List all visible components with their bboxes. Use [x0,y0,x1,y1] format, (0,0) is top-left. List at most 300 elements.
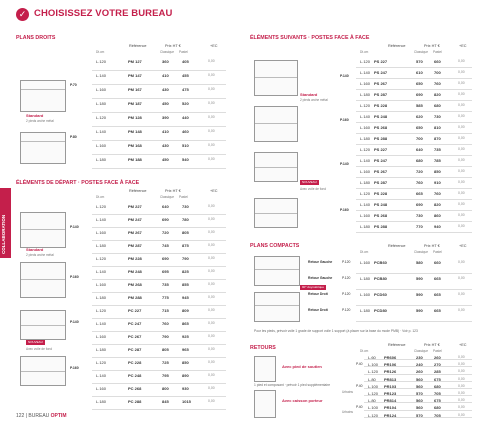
section-title-compacts: PLANS COMPACTS [250,243,300,249]
size-cell: L.80 [368,398,376,404]
ec-cell: 0,00 [458,158,465,162]
table-row [96,241,226,252]
price-pastel-cell: 475 [182,87,189,92]
size-cell: L.160 [360,213,371,218]
price-pastel-cell: 680 [434,405,441,411]
size-cell: L.160 [96,334,107,339]
size-cell: L.160 [360,125,371,130]
footer-brand: BUREAU [28,413,50,419]
table-row [96,267,226,278]
table-row [96,228,226,239]
col-size: Dt.cm [360,250,369,254]
price-pastel-cell: 780 [182,217,189,222]
price-classique-cell: 715 [162,308,169,313]
ec-cell: 0,00 [458,260,465,264]
price-classique-cell: 560 [416,398,423,404]
price-classique-cell: 570 [416,391,423,396]
col-pastel: Pastel [179,195,188,199]
ref-cell: PM 148 [128,129,142,134]
ref-cell: PS 248 [374,202,388,207]
ref-cell: PS 267 [374,81,388,86]
ec-cell: 0,00 [458,191,465,195]
price-classique-cell: 610 [416,70,423,75]
depth-label: P.80 [70,135,77,139]
ref-cell: PM 147 [128,73,142,78]
col-prix: Prix HT € [424,244,440,248]
price-pastel-cell: 965 [182,347,189,352]
new-tag: NOUVEAU [302,180,317,184]
col-prix: Prix HT € [424,44,440,48]
price-classique-cell: 585 [416,103,423,108]
table-row [308,306,472,317]
variant-sub: Urbains [342,390,353,394]
ec-cell: 0,00 [208,115,215,119]
ref-cell: PM 128 [128,115,142,120]
ec-cell: 0,00 [458,202,465,206]
compacts-note: Pour les pieds, prévoir voile 1 grade de support voile 1 support (à placer sur la base du mode PMB) · Voir p. 123 [254,329,418,333]
price-classique-cell: 735 [162,282,169,287]
ref-cell: PC 268 [128,386,142,391]
table-row [308,290,472,301]
price-pastel-cell: 760 [434,191,441,196]
price-classique-cell: 795 [162,373,169,378]
price-pastel-cell: 820 [434,92,441,97]
row-divider [356,321,472,322]
col-pastel: Pastel [179,50,188,54]
ref-cell: PM 188 [128,157,142,162]
depth-label: P.140 [70,320,79,324]
depth-cell: P.40 [356,405,363,410]
depth-label: P.160 [340,118,349,122]
price-classique-cell: 260 [416,369,423,375]
size-cell: L.120 [368,391,379,396]
price-classique-cell: 775 [162,295,169,300]
row-divider [92,168,226,169]
price-classique-cell: 650 [416,125,423,130]
variant-label: Avec caisson porteur [282,398,323,403]
price-classique-cell: 430 [162,143,169,148]
size-cell: L.120 [96,256,107,261]
price-pastel-cell: 260 [434,355,441,360]
section-title-droits: PLANS DROITS [16,35,56,41]
page-footer: 122 | BUREAU OPTIM [16,413,67,419]
return-direction: Retour Droit [308,292,328,296]
col-ref: Référence [129,189,147,193]
return-drawing [254,390,276,418]
size-cell: L.180 [360,180,371,185]
ec-cell: 0,00 [208,87,215,91]
price-classique-cell: 690 [416,202,423,207]
size-cell: L.120 [360,191,371,196]
size-cell: L.160 [360,292,371,297]
desk-drawing [254,198,298,228]
size-cell: L.140 [96,73,107,78]
footer-brand-accent: OPTIM [50,413,67,419]
table-row [96,155,226,166]
ec-cell: 0,00 [458,308,465,312]
ref-cell: PC 227 [128,308,142,313]
side-tab-label: COLLABORATION [1,214,6,254]
price-pastel-cell: 860 [434,213,441,218]
ref-cell: PC 247 [128,321,142,326]
ref-cell: PCD60 [374,292,387,297]
ec-cell: 0,00 [208,59,215,63]
price-classique-cell: 770 [416,224,423,229]
ref-cell: PS 228 [374,191,388,196]
ref-cell: PS 227 [374,59,388,64]
ref-cell: PC 228 [128,360,142,365]
ref-cell: PM 268 [128,282,142,287]
ec-cell: 0,00 [458,412,465,417]
price-pastel-cell: 730 [434,114,441,119]
depth-cell: P.40 [356,362,363,367]
price-classique-cell: 240 [416,362,423,368]
col-classique: Classique [160,195,174,199]
price-pastel-cell: 760 [434,81,441,86]
price-pastel-cell: 455 [182,73,189,78]
price-pastel-cell: 875 [182,243,189,248]
price-pastel-cell: 705 [434,412,441,418]
ec-cell: 0,00 [208,399,215,403]
ec-cell: 0,00 [458,292,465,296]
price-pastel-cell: 405 [182,59,189,64]
size-cell: L.140 [96,373,107,378]
ec-cell: 0,00 [458,405,465,410]
ref-cell: PM 127 [128,59,142,64]
ec-cell: 0,00 [458,59,465,63]
ref-cell: PR126 [384,369,397,375]
price-pastel-cell: 520 [182,101,189,106]
ec-cell: 0,00 [208,334,215,338]
corner-desk-drawing [254,292,300,322]
ec-cell: 0,00 [458,391,465,395]
variant-label: Standard [300,92,318,97]
ec-cell: 0,00 [208,295,215,299]
ref-cell: PS 268 [374,213,388,218]
col-ref: Référence [388,343,406,347]
depth-label: P.140 [340,74,349,78]
depth-label: P.140 [70,225,79,229]
size-cell: L.160 [96,282,107,287]
size-cell: L.100 [368,362,379,368]
col-pastel: Pastel [433,349,442,353]
price-pastel-cell: 850 [434,169,441,174]
col-prix: Prix HT € [424,343,440,347]
size-cell: L.140 [360,114,371,119]
size-cell: L.180 [96,347,107,352]
size-cell: L.140 [96,321,107,326]
ec-cell: 0,00 [208,308,215,312]
ref-cell: PCB80 [374,276,387,281]
col-kg: +EC [459,343,467,347]
price-pastel-cell: 1015 [182,399,191,404]
ec-cell: 0,00 [458,383,465,388]
price-pastel-cell: 785 [434,158,441,163]
price-classique-cell: 690 [416,92,423,97]
desk-drawing [254,152,298,182]
ref-cell: PR606 [384,355,397,360]
size-cell: L.180 [360,136,371,141]
size-cell: L.120 [368,369,379,375]
ref-cell: PS 247 [374,70,388,75]
col-prix: Prix HT € [165,189,181,193]
ec-cell: 0,00 [458,276,465,280]
price-classique-cell: 560 [416,376,423,382]
price-classique-cell: 560 [416,383,423,389]
price-classique-cell: 580 [416,260,423,265]
price-classique-cell: 560 [416,405,423,411]
table-row [308,258,472,269]
price-pastel-cell: 865 [182,321,189,326]
ec-cell: 0,00 [458,362,465,367]
depth-label: P.160 [70,275,79,279]
desk-drawing [20,80,66,112]
price-classique-cell: 745 [162,243,169,248]
ec-cell: 0,00 [208,129,215,133]
ec-cell: 0,00 [458,213,465,217]
page-number: 122 [16,413,25,419]
price-pastel-cell: 270 [434,362,441,368]
price-classique-cell: 680 [416,158,423,163]
price-pastel-cell: 665 [434,292,441,297]
new-tag: 90° Asymétrique [302,285,324,289]
ec-cell: 0,00 [208,256,215,260]
ec-cell: 0,00 [458,103,465,107]
col-pastel: Pastel [433,250,442,254]
price-classique-cell: 620 [416,114,423,119]
ref-cell: PS 227 [374,147,388,152]
section-title-retours: RETOURS [250,345,276,351]
price-pastel-cell: 930 [182,386,189,391]
price-classique-cell: 650 [416,81,423,86]
price-pastel-cell: 660 [434,59,441,64]
variant-sub: Avec voile de fond [26,347,52,351]
size-cell: L.140 [360,158,371,163]
price-classique-cell: 450 [162,101,169,106]
table-row [96,127,226,138]
table-row [96,332,226,343]
ec-cell: 0,00 [208,243,215,247]
price-classique-cell: 230 [416,355,423,360]
price-classique-cell: 760 [416,180,423,185]
price-classique-cell: 690 [162,256,169,261]
size-cell: L.180 [360,276,371,281]
price-pastel-cell: 855 [182,282,189,287]
price-classique-cell: 590 [416,308,423,313]
ref-cell: PS 248 [374,114,388,119]
size-cell: L.140 [96,217,107,222]
ec-cell: 0,00 [458,376,465,381]
price-pastel-cell: 790 [182,256,189,261]
ref-cell: PM 248 [128,269,142,274]
desk-drawing [20,132,66,164]
table-row [96,202,226,213]
price-classique-cell: 725 [162,360,169,365]
ec-cell: 0,00 [458,125,465,129]
size-cell: L.120 [96,115,107,120]
size-cell: L.160 [360,260,371,265]
ec-cell: 0,00 [458,147,465,151]
table-row [96,384,226,395]
ref-cell: PR814 [384,398,397,404]
size-cell: L.160 [96,87,107,92]
price-pastel-cell: 665 [434,276,441,281]
desk-drawing [254,60,298,96]
size-cell: L.160 [96,230,107,235]
price-classique-cell: 450 [162,157,169,162]
price-pastel-cell: 940 [434,224,441,229]
size-cell: L.140 [96,269,107,274]
ec-cell: 0,00 [458,369,465,374]
depth-label: P.70 [70,83,77,87]
col-kg: +EC [210,189,218,193]
price-pastel-cell: 705 [434,391,441,396]
table-row [96,280,226,291]
ref-cell: PM 247 [128,217,142,222]
ref-cell: PR124 [384,412,397,418]
ref-cell: PS 268 [374,125,388,130]
ref-cell: PR103 [384,383,397,389]
price-classique-cell: 790 [162,334,169,339]
price-pastel-cell: 850 [182,360,189,365]
price-pastel-cell: 680 [434,103,441,108]
ref-cell: PR123 [384,391,397,396]
table-row [96,345,226,356]
table-row [96,113,226,124]
table-row [96,293,226,304]
size-cell: L.160 [96,386,107,391]
col-classique: Classique [414,50,428,54]
ref-cell: PC 287 [128,347,142,352]
table-row [96,71,226,82]
price-pastel-cell: 285 [434,369,441,375]
variant-label: Standard [26,247,44,252]
price-pastel-cell: 680 [434,383,441,389]
price-pastel-cell: 910 [434,180,441,185]
price-pastel-cell: 925 [182,334,189,339]
ec-cell: 0,00 [208,230,215,234]
price-pastel-cell: 809 [182,308,189,313]
price-classique-cell: 690 [162,217,169,222]
size-cell: L.180 [96,101,107,106]
size-cell: L.180 [96,295,107,300]
price-pastel-cell: 665 [434,308,441,313]
size-cell: L.120 [360,147,371,152]
col-size: Dt.cm [96,50,105,54]
price-pastel-cell: 890 [182,373,189,378]
table-row [96,358,226,369]
return-direction: Retour Gauche [308,260,333,264]
return-direction: Retour Droit [308,308,328,312]
ec-cell: 0,00 [208,386,215,390]
size-cell: L.120 [360,59,371,64]
desk-drawing [20,356,66,386]
price-classique-cell: 700 [416,136,423,141]
section-title-depart: ÉLÉMENTS DE DÉPART · POSTES FACE À FACE [16,180,140,186]
desk-drawing [254,106,298,142]
ec-cell: 0,00 [458,169,465,173]
ref-cell: PR104 [384,405,397,411]
size-cell: L.100 [368,383,379,389]
ec-cell: 0,00 [208,347,215,351]
table-row [96,141,226,152]
ref-cell: PCB60 [374,260,387,265]
ref-cell: PS 287 [374,180,388,185]
ec-cell: 0,00 [208,73,215,77]
ec-cell: 0,00 [208,157,215,161]
row-divider [356,232,472,233]
size-cell: L.160 [96,143,107,148]
price-pastel-cell: 820 [434,202,441,207]
price-classique-cell: 665 [416,191,423,196]
size-cell: L.140 [360,202,371,207]
col-size: Dt.cm [360,50,369,54]
ec-cell: 0,00 [458,136,465,140]
price-pastel-cell: 510 [182,143,189,148]
price-classique-cell: 590 [416,276,423,281]
desk-drawing [20,262,66,298]
ec-cell: 0,00 [458,114,465,118]
ec-cell: 0,00 [458,355,465,359]
size-cell: L.180 [360,308,371,313]
retours-note: 1 pied et composant · prévoir 1 pied supplémentaire [254,383,331,387]
ref-cell: PM 167 [128,87,142,92]
ec-cell: 0,00 [208,217,215,221]
page-title: CHOISISSEZ VOTRE BUREAU [34,8,173,19]
price-pastel-cell: 440 [182,115,189,120]
size-cell: L.180 [360,224,371,229]
depth-label: P.160 [340,208,349,212]
price-classique-cell: 360 [162,59,169,64]
desk-drawing [20,212,66,248]
size-cell: L.140 [360,70,371,75]
price-classique-cell: 390 [162,115,169,120]
size-cell: L.180 [96,243,107,248]
ec-cell: 0,00 [208,282,215,286]
price-classique-cell: 800 [162,386,169,391]
ec-cell: 0,00 [208,269,215,273]
price-pastel-cell: 730 [182,204,189,209]
ec-cell: 0,00 [458,81,465,85]
price-classique-cell: 640 [162,204,169,209]
ref-cell: PC 248 [128,373,142,378]
price-classique-cell: 410 [162,129,169,134]
ec-cell: 0,00 [458,180,465,184]
ref-cell: PM 267 [128,230,142,235]
depth-cell: P.120 [342,276,351,280]
size-cell: L.100 [368,405,379,411]
size-cell: L.80 [368,376,376,382]
ref-cell: PM 287 [128,243,142,248]
table-row [96,99,226,110]
variant-sub: Urbains [342,410,353,414]
col-size: Dt.cm [96,195,105,199]
depth-label: P.160 [70,366,79,370]
size-cell: L.160 [360,81,371,86]
ref-cell: PR106 [384,362,397,368]
col-ref: Référence [129,44,147,48]
col-kg: +EC [459,244,467,248]
ref-cell: PC 267 [128,334,142,339]
ec-cell: 0,00 [458,70,465,74]
ref-cell: PCD80 [374,308,387,313]
ec-cell: 0,00 [208,101,215,105]
depth-cell: P.120 [342,292,351,296]
size-cell: L.60 [368,355,376,360]
depth-label: P.140 [340,162,349,166]
price-classique-cell: 695 [162,269,169,274]
col-prix: Prix HT € [165,44,181,48]
